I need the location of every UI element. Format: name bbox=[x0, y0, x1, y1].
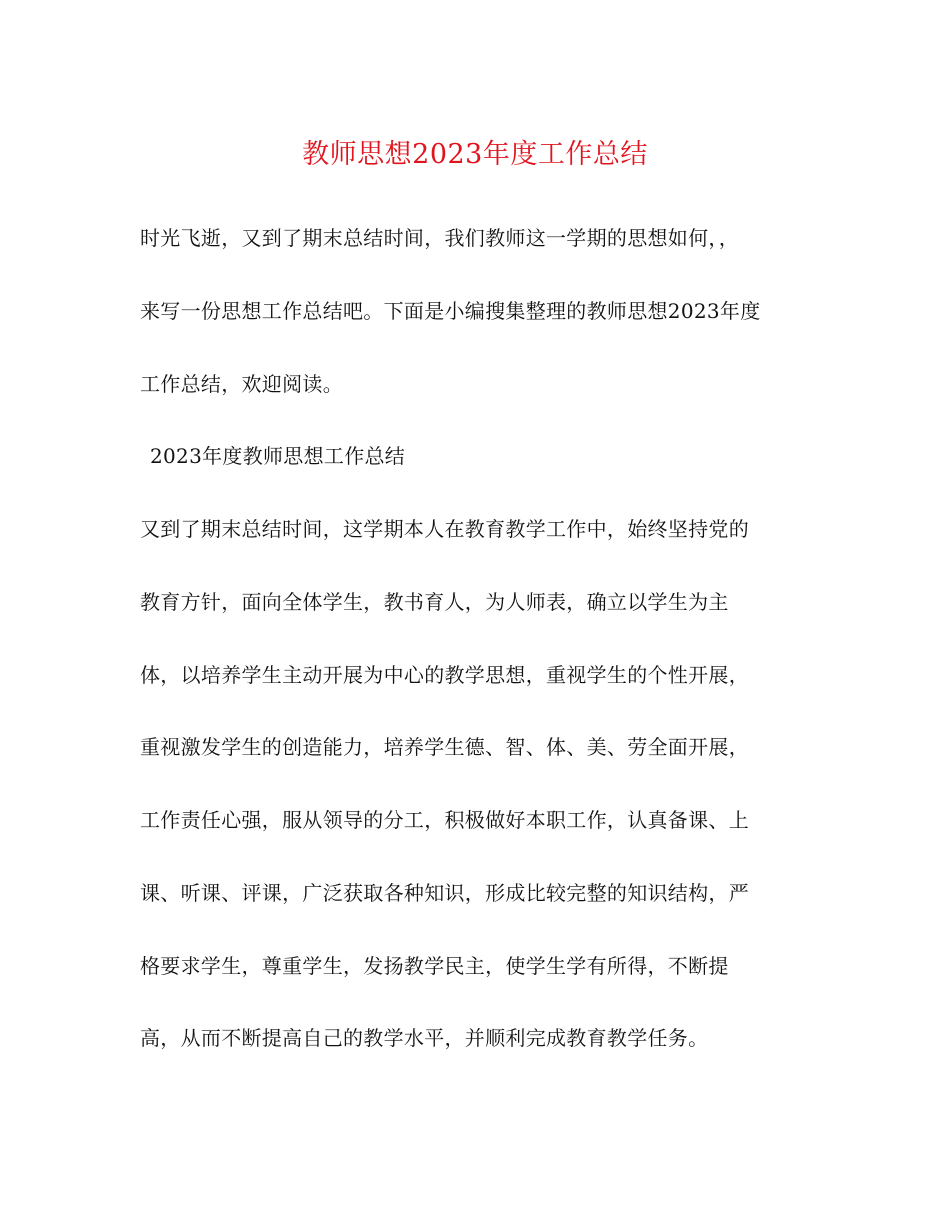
body-line-7: 格要求学生，尊重学生，发扬教学民主，使学生学有所得，不断提 bbox=[140, 954, 729, 978]
body-line-2: 教育方针，面向全体学生，教书育人，为人师表，确立以学生为主 bbox=[140, 590, 729, 614]
body-line-4: 重视激发学生的创造能力，培养学生德、智、体、美、劳全面开展， bbox=[140, 735, 749, 759]
body-line-5: 工作责任心强，服从领导的分工，积极做好本职工作，认真备课、上 bbox=[140, 808, 749, 832]
body-line-8: 高，从而不断提高自己的教学水平，并顺利完成教育教学任务。 bbox=[140, 1026, 709, 1050]
body-line-1: 又到了期末总结时间，这学期本人在教育教学工作中，始终坚持党的 bbox=[140, 517, 749, 541]
body-line-6: 课、听课、评课，广泛获取各种知识，形成比较完整的知识结构，严 bbox=[140, 881, 749, 905]
intro-line-1: 时光飞逝，又到了期末总结时间，我们教师这一学期的思想如何，， bbox=[140, 226, 739, 250]
body-line-3: 体，以培养学生主动开展为中心的教学思想，重视学生的个性开展， bbox=[140, 663, 749, 687]
intro-line-3: 工作总结，欢迎阅读。 bbox=[140, 372, 343, 396]
document-title: 教师思想2023年度工作总结 bbox=[302, 139, 648, 170]
section-subheading: 2023年度教师思想工作总结 bbox=[150, 444, 406, 468]
intro-line-2: 来写一份思想工作总结吧。下面是小编搜集整理的教师思想2023年度 bbox=[140, 299, 761, 323]
